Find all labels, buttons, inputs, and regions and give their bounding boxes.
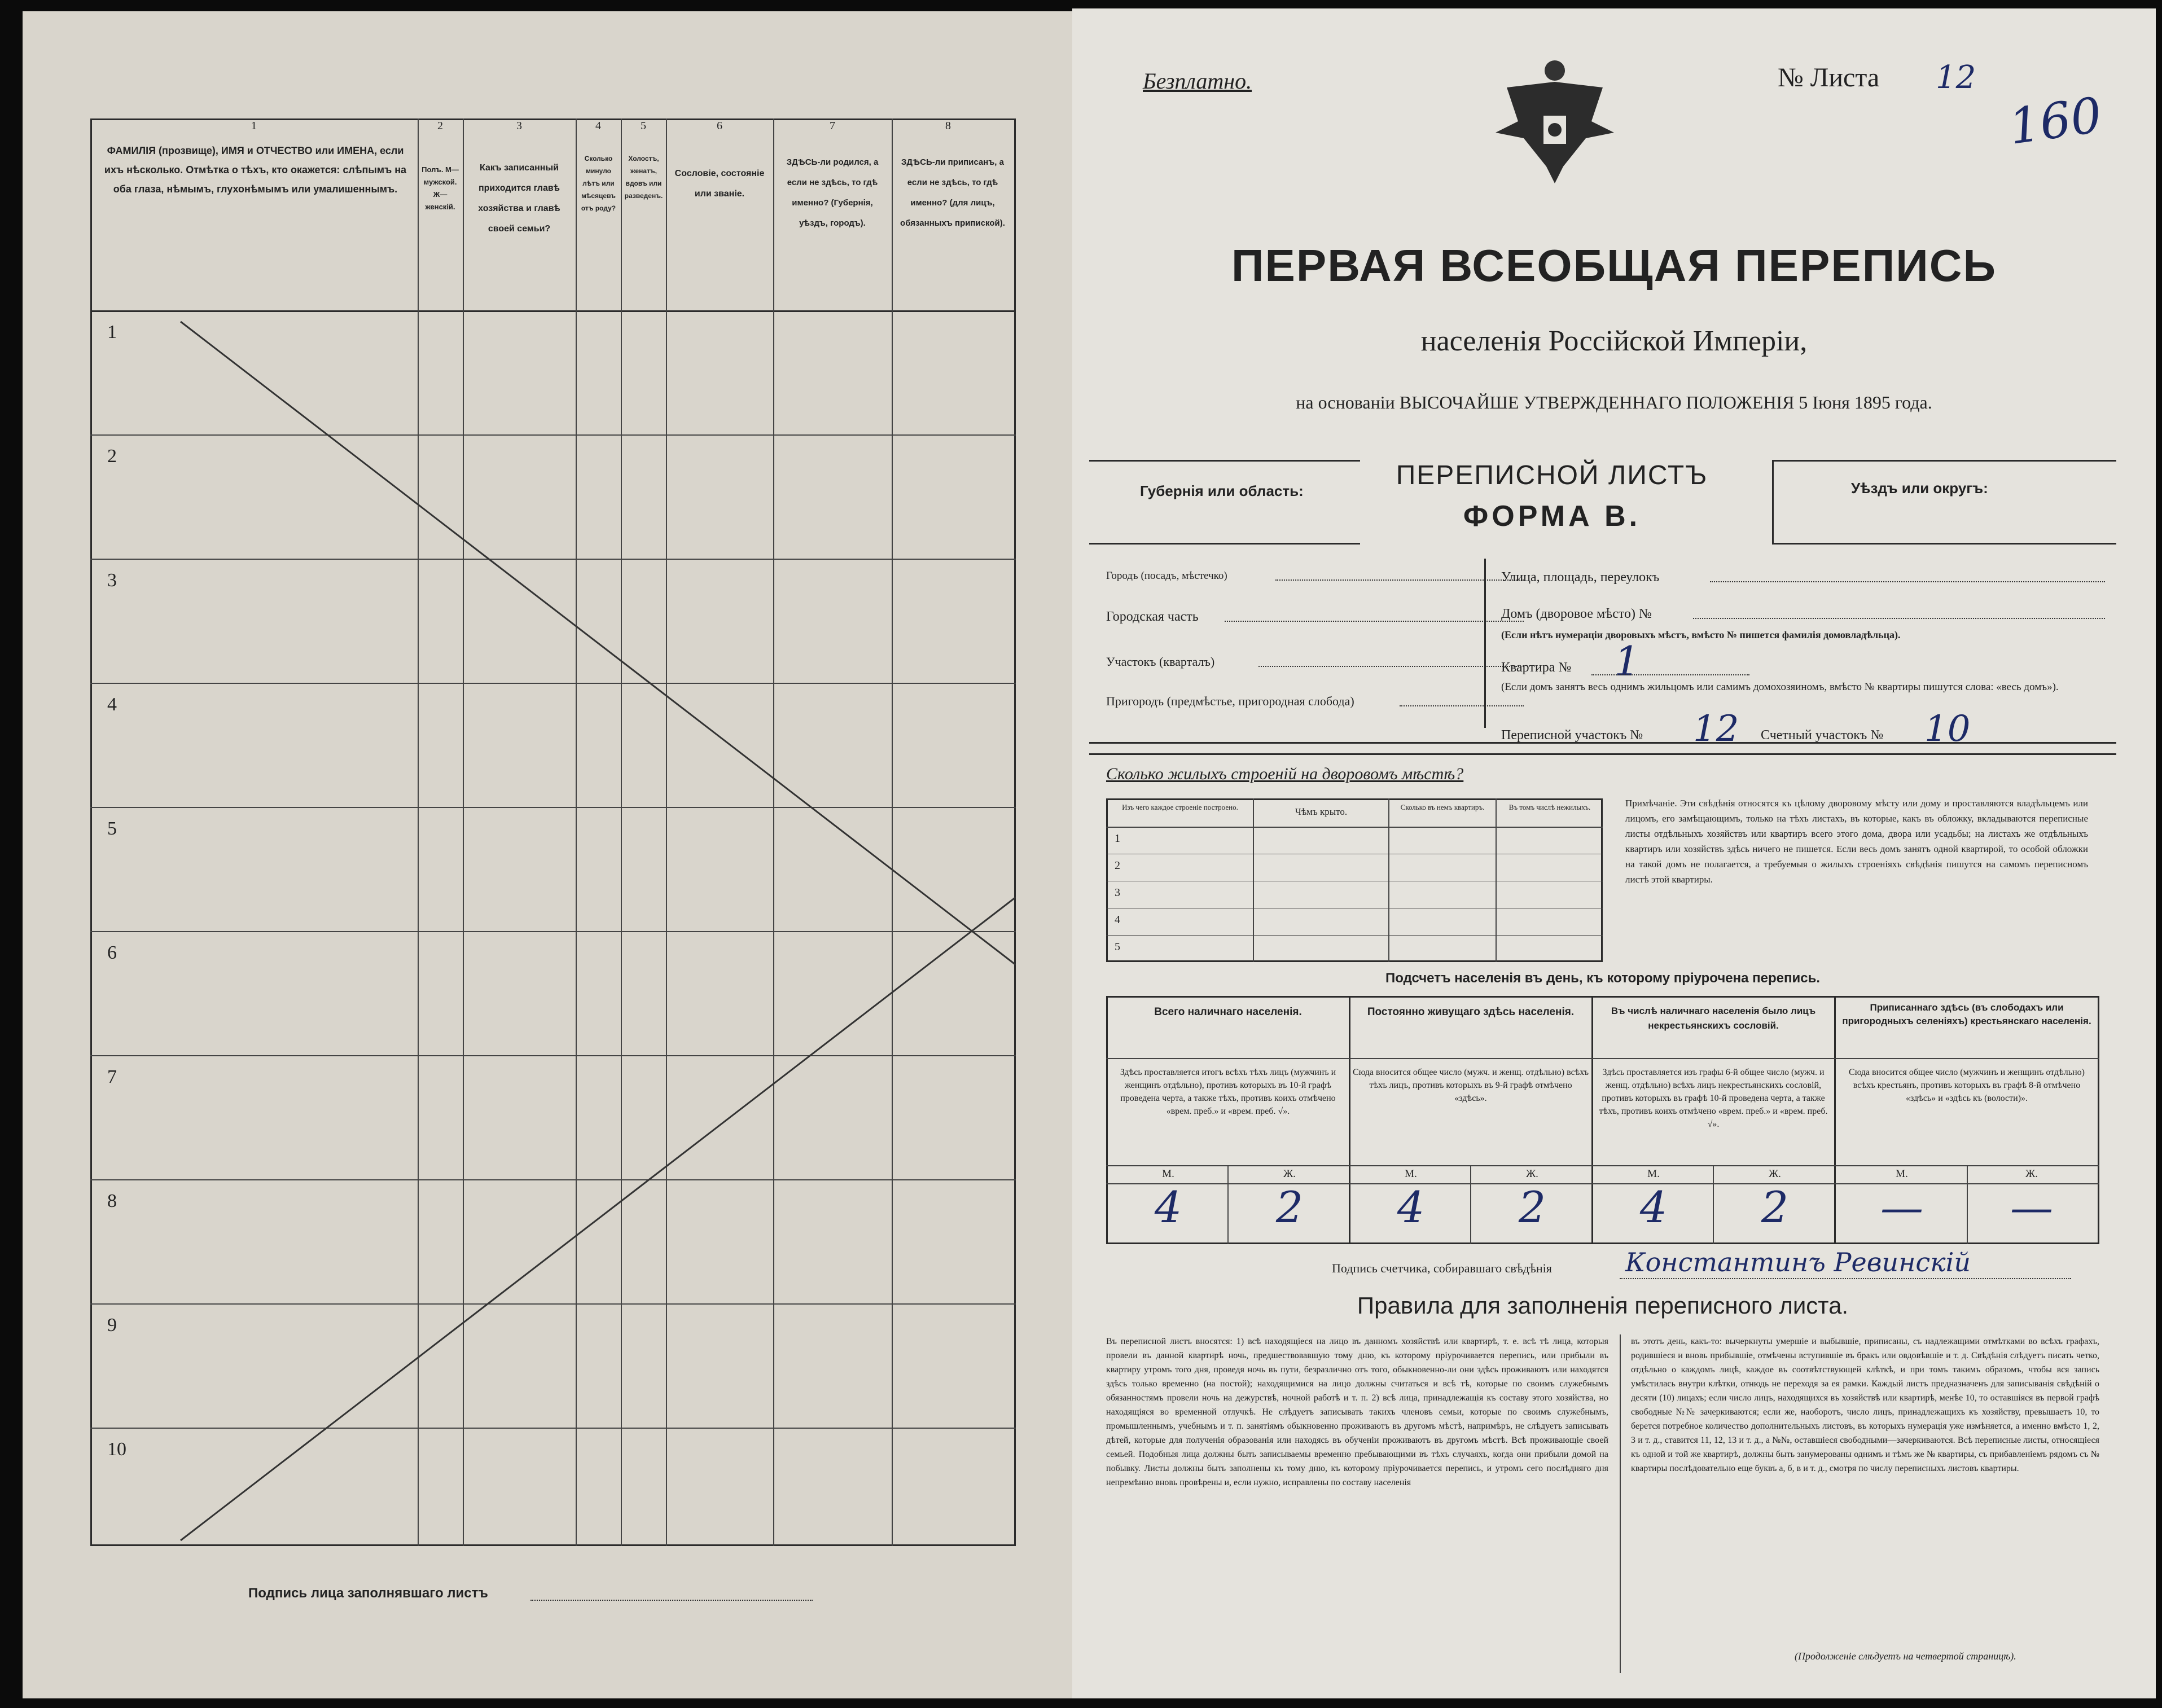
apartment-note: (Если домъ занятъ весь однимъ жильцомъ или самимъ домохозяиномъ, вмѣсто № квартиры пишутся слова: «весь домъ»). xyxy=(1501,681,2059,693)
tally-value: 4 xyxy=(1154,1182,1182,1232)
rules-title: Правила для заполненія переписного листа. xyxy=(1357,1292,1849,1319)
left-page xyxy=(23,11,1078,1698)
tally-value: 4 xyxy=(1397,1182,1425,1232)
tally-value: 2 xyxy=(1518,1182,1546,1232)
col-num: 8 xyxy=(945,120,951,132)
uezd-box xyxy=(1772,460,2116,545)
row-number: 1 xyxy=(107,322,117,343)
m-label: М. xyxy=(1647,1168,1660,1180)
left-signature-label: Подпись лица заполнявшаго листъ xyxy=(248,1586,488,1601)
bld-header: Сколько въ немъ квартиръ. xyxy=(1400,803,1485,811)
col-header-sex: Полъ. М—мужской. Ж—женскій. xyxy=(422,165,459,211)
row-number: 2 xyxy=(107,446,117,467)
count-district-label: Счетный участокъ № xyxy=(1761,728,1884,743)
imperial-eagle-icon xyxy=(1484,54,1625,189)
apartment-value: 1 xyxy=(1614,638,1640,685)
census-subtitle: населенія Россійской Имперіи, xyxy=(1420,325,1808,357)
city-label: Городъ (посадъ, мѣстечко) xyxy=(1106,570,1227,582)
col-num: 3 xyxy=(516,120,522,132)
district-label: Участокъ (кварталъ) xyxy=(1106,655,1215,669)
bld-row: 2 xyxy=(1115,859,1120,872)
buildings-note: Примѣчаніе. Эти свѣдѣнія относятся къ цѣлому дворовому мѣсту или дому и проставляются владѣльцемъ или лицомъ, его замѣщающимъ, только на тѣхъ листахъ, въ которые, какъ въ обложку, вкладываются переписные листы отдѣльныхъ хозяйствъ или квартиръ всего этого дома, двора или усадьбы; на листахъ же отдѣльныхъ квартиръ или хозяйствъ здѣсь ничего не пишется. Если весь домъ занятъ одной квартирой, то особой обложки на такой домъ не полагается, а требуемыя о жилыхъ строеніяхъ свѣдѣнія пишутся на самомъ переписномъ листѣ этой квартиры. xyxy=(1625,798,2088,885)
col-num: 5 xyxy=(641,120,646,132)
z-label: Ж. xyxy=(2025,1168,2038,1180)
house-label: Домъ (дворовое мѣсто) № xyxy=(1501,607,1652,621)
census-district-label: Переписной участокъ № xyxy=(1501,728,1643,743)
row-number: 4 xyxy=(107,694,117,715)
census-district-value: 12 xyxy=(1693,708,1739,750)
enumerator-signature-label: Подпись счетчика, собиравшаго свѣдѣнія xyxy=(1332,1261,1552,1275)
tally-value: — xyxy=(1880,1182,1923,1232)
tally-body: Сюда вносится общее число (мужч. и женщ. отдѣльно) всѣхъ тѣхъ лицъ, противъ которыхъ въ 9-й графѣ отмѣчено «здѣсь». xyxy=(1352,1068,1589,1103)
city-part-label: Городская часть xyxy=(1106,609,1199,624)
col-header-registration: ЗДѢСЬ-ли приписанъ, а если не здѣсь, то гдѣ именно? (для лицъ, обязанныхъ припиской). xyxy=(900,157,1005,228)
free-label: Безплатно. xyxy=(1143,68,1252,94)
z-label: Ж. xyxy=(1283,1168,1296,1180)
left-signature-line xyxy=(530,1600,813,1601)
tally-value: 2 xyxy=(1761,1182,1789,1232)
row-number: 6 xyxy=(107,942,117,963)
count-district-value: 10 xyxy=(1924,708,1971,750)
m-label: М. xyxy=(1405,1168,1417,1180)
z-label: Ж. xyxy=(1526,1168,1538,1180)
tally-value: — xyxy=(2010,1182,2053,1232)
tally-head: Въ числѣ наличнаго населенія было лицъ некрестьянскихъ сословій. xyxy=(1611,1006,1816,1031)
row-number: 3 xyxy=(107,570,117,591)
row-number: 5 xyxy=(107,818,117,839)
row-number: 7 xyxy=(107,1066,117,1087)
col-header-relation: Какъ записанный приходится главѣ хозяйства и главѣ своей семьи? xyxy=(478,163,560,234)
tally-head: Приписаннаго здѣсь (въ слободахъ или пригородныхъ селеніяхъ) крестьянскаго населенія. xyxy=(1842,1002,2091,1026)
col-num: 1 xyxy=(251,120,257,132)
census-basis: на основаніи ВЫСОЧАЙШЕ УТВЕРЖДЕННАГО ПОЛОЖЕНІЯ 5 Іюня 1895 года. xyxy=(1296,392,1932,412)
buildings-question: Сколько жилыхъ строеній на дворовомъ мѣстѣ? xyxy=(1106,765,1464,783)
bld-row: 5 xyxy=(1115,941,1120,953)
col-header-age-visible: Сколько минуло лѣтъ или мѣсяцевъ отъ роду? xyxy=(581,155,616,212)
province-label: Губернія или область: xyxy=(1140,482,1304,499)
form-subtitle: ФОРМА В. xyxy=(1463,500,1641,533)
form-title: ПЕРЕПИСНОЙ ЛИСТЪ xyxy=(1396,460,1708,490)
tally-head: Всего наличнаго населенія. xyxy=(1154,1006,1302,1018)
col-header-name: ФАМИЛІЯ (прозвище), ИМЯ и ОТЧЕСТВО или ИМЕНА, если ихъ нѣсколько. Отмѣтка о тѣхъ, кто окажется: слѣпымъ на оба глаза, нѣмымъ, глухонѣмымъ или умалишеннымъ. xyxy=(104,145,407,195)
m-label: М. xyxy=(1162,1168,1174,1180)
continued-note: (Продолженіе слѣдуетъ на четвертой страницѣ). xyxy=(1795,1650,2016,1662)
tally-body: Здѣсь проставляется изъ графы 6-й общее число (мужч. и женщ. отдѣльно) всѣхъ лицъ некрестьянскихъ сословій, противъ которыхъ въ графѣ 10-й проведена черта, а также тѣхъ, противъ коихъ отмѣчено «врем. преб.» и «врем. преб. √». xyxy=(1599,1068,1828,1129)
tally-value: 4 xyxy=(1639,1182,1668,1232)
tally-body: Сюда вносится общее число (мужчинъ и женщинъ отдѣльно) всѣхъ крестьянъ, противъ которыхъ въ графѣ 8-й отмѣчено «здѣсь» и «здѣсь къ (волости)». xyxy=(1849,1068,2085,1103)
bld-header: Изъ чего каждое строеніе построено. xyxy=(1122,803,1238,811)
rules-right: въ этотъ день, какъ-то: вычеркнуты умершіе и выбывшіе, приписаны, съ надлежащими отмѣтками во всѣхъ графахъ, родившіеся и вновь прибывшіе, отмѣчены вступившіе въ бракъ или овдовѣвшіе и т. д. Свѣдѣнія слѣдуетъ писать четко, отдѣльно о каждомъ лицѣ, каждое въ соотвѣтствующей клѣткѣ, и при томъ такимъ образомъ, чтобы вся запись умѣстилась внутри клѣтки, отнюдь не переходя за ея рамки. Каждый листъ предназначенъ для записыванія свѣдѣній о десяти (10) лицахъ; если число лицъ, находящихся въ хозяйствѣ или квартирѣ, менѣе 10, то оставшіяся въ первой графѣ свободные №№ зачеркиваются; если же, наоборотъ, число лицъ, принадлежащихъ къ хозяйству, превышаетъ 10, то берется потребное количество дополнительныхъ листовъ, въ которыхъ нумерація уже измѣняется, а именно вмѣсто 1, 2, 3 и т. д., ставится 11, 12, 13 и т. д., а №№, оставшіеся свободными—зачеркиваются. Всѣ переписные листы, относящіеся къ одной и той же квартирѣ, должны быть занумерованы однимъ и тѣмъ же № квартиры, съ прибавленіемъ рядомъ съ № квартиры послѣдовательно еще буквъ а, б, в и т. д., смотря по числу переписныхъ листовъ квартиры. xyxy=(1631,1337,2099,1473)
uezd-label: Уѣздъ или округъ: xyxy=(1851,480,1988,497)
tally-title: Подсчетъ населенія въ день, къ которому пріурочена перепись. xyxy=(1385,971,1820,986)
col-num: 4 xyxy=(595,120,601,132)
enumerator-signature: Константинъ Ревинскій xyxy=(1625,1247,1971,1277)
sheet-number-label: № Листа xyxy=(1778,63,1880,93)
province-box xyxy=(1089,460,1360,545)
bld-header: Въ томъ числѣ нежилыхъ. xyxy=(1508,803,1591,811)
buildings-table xyxy=(1106,798,1603,962)
bld-row: 4 xyxy=(1115,914,1120,926)
left-table xyxy=(90,118,1016,1546)
apartment-label: Квартира № xyxy=(1501,660,1572,675)
col-num: 6 xyxy=(717,120,722,132)
col-header-birthplace: ЗДѢСЬ-ли родился, а если не здѣсь, то гдѣ именно? (Губернія, уѣздъ, городъ). xyxy=(786,157,879,228)
m-label: М. xyxy=(1896,1168,1908,1180)
census-title: ПЕРВАЯ ВСЕОБЩАЯ ПЕРЕПИСЬ xyxy=(1231,240,1997,291)
z-label: Ж. xyxy=(1769,1168,1781,1180)
col-header-estate: Сословіе, состояніе или званіе. xyxy=(674,169,765,199)
row-number: 8 xyxy=(107,1191,117,1211)
row-number: 9 xyxy=(107,1315,117,1336)
col-num: 7 xyxy=(830,120,835,132)
rules-left: Въ переписной листъ вносятся: 1) всѣ находящіеся на лицо въ данномъ хозяйствѣ или квартирѣ, т. е. всѣ тѣ лица, которыя провели въ данной квартирѣ ночь, предшествовавшую тому дню, къ которому пріурочивается перепись, или прибыли въ квартиру утромъ того дня, проведя ночь въ пути, безразлично отъ того, обыкновенно-ли они здѣсь проживаютъ или находятся здѣсь только временно (на постой); находящимися на лицо должны считаться и всѣ тѣ, которые по своимъ служебнымъ обязанностямъ провели ночь на дежурствѣ, ночной работѣ и т. п. 2) всѣ лица, принадлежащія къ составу этого хозяйства, но находящіяся во временной отлучкѣ. Не слѣдуетъ записывать такихъ членовъ семьи, которые по своимъ служебнымъ, промышленнымъ, учебнымъ и т. п. занятіямъ обыкновенно проживаютъ въ другомъ мѣстѣ, напримѣръ, не слѣдуетъ записывать дѣтей, которые для полученія образованія или находясь въ обученіи проживаютъ въ другомъ мѣстѣ. Всѣ проживающіе своей семьей. Подобныя лица должны быть записываемы временно пребывающими въ тѣхъ случаяхъ, когда они прибыли домой на побывку. Листы должны быть заполнены къ тому дню, къ которому пріурочивается перепись, и утромъ сего послѣдняго дня непремѣнно вновь провѣрены и, если нужно, исправлены по составу населенія xyxy=(1106,1337,1608,1487)
bld-row: 3 xyxy=(1115,886,1120,899)
col-header-marital: Холостъ, женатъ, вдовъ или разведенъ. xyxy=(624,155,663,200)
right-page xyxy=(1072,8,2156,1698)
strike-lines xyxy=(90,118,1016,1546)
tally-head: Постоянно живущаго здѣсь населенія. xyxy=(1367,1006,1575,1018)
street-label: Улица, площадь, переулокъ xyxy=(1501,570,1660,585)
tally-value: 2 xyxy=(1275,1182,1304,1232)
bld-row: 1 xyxy=(1115,832,1120,845)
tally-body: Здѣсь проставляется итогъ всѣхъ тѣхъ лицъ (мужчинъ и женщинъ отдѣльно), противъ которыхъ въ 10-й графѣ проведена черта, а также тѣхъ, противъ коихъ отмѣчено «врем. преб.» и «врем. преб. √». xyxy=(1120,1068,1336,1116)
sheet-number-value: 12 xyxy=(1936,59,1976,96)
suburb-label: Пригородъ (предмѣстье, пригородная слобода) xyxy=(1106,694,1354,708)
col-num: 2 xyxy=(437,120,443,132)
folio-number: 160 xyxy=(2005,87,2106,156)
house-note: (Если нѣтъ нумераціи дворовыхъ мѣстъ, вмѣсто № пишется фамилія домовладѣльца). xyxy=(1501,629,1901,640)
row-number: 10 xyxy=(107,1439,126,1460)
bld-header: Чѣмъ крыто. xyxy=(1295,806,1348,817)
